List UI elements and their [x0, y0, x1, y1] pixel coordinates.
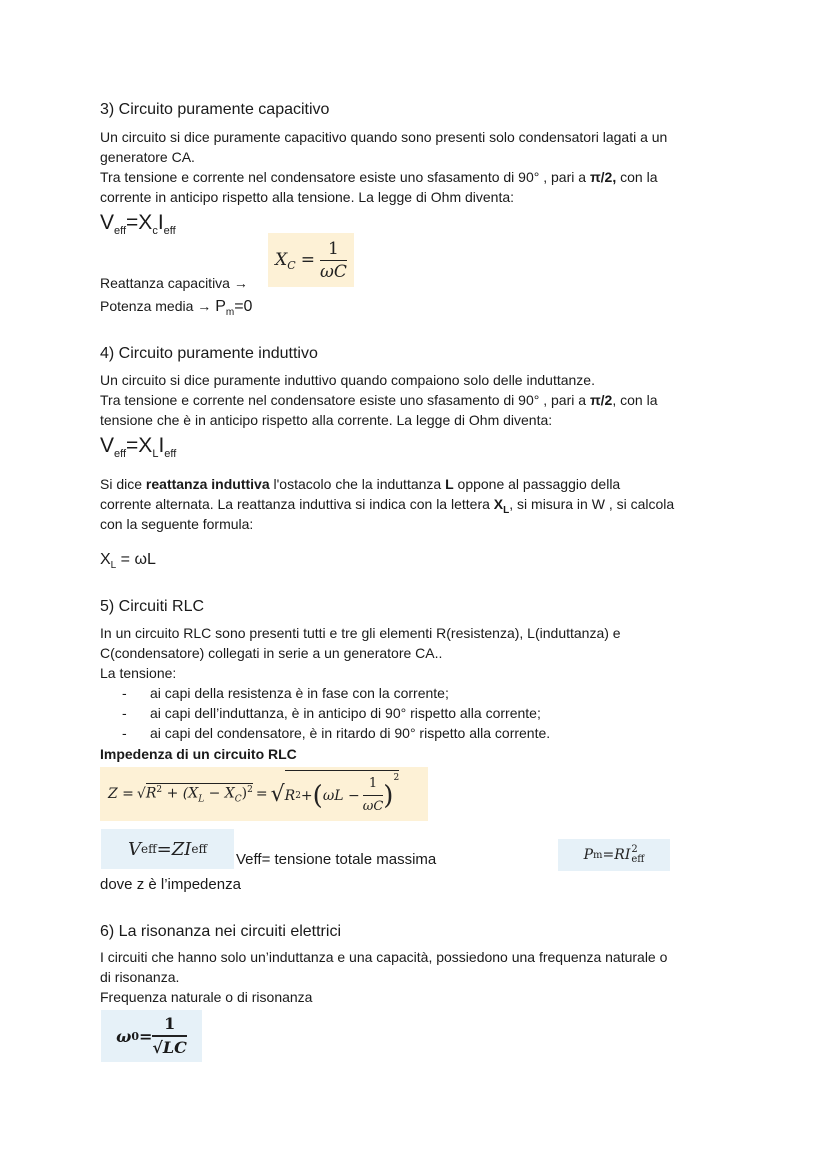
list-item: - ai capi del condensatore, è in ritardo di 90° rispetto alla corrente.: [122, 725, 551, 741]
sec4-ohm-law: $V_{eff}=X_LI_{eff}$: [100, 434, 177, 460]
inductive-reactance-formula: $X_L = \omega L$: [100, 551, 156, 571]
sec3-paragraph-line-3: Tra tensione e corrente nel condensatore esiste uno sfasamento di 90° , pari a π/2, con la: [100, 169, 658, 185]
sec3-paragraph-line-1: Un circuito si dice puramente capacitivo quando sono presenti solo condensatori lagati a un: [100, 129, 668, 145]
sec4-paragraph-line-4: Si dice reattanza induttiva l'ostacolo che la induttanza L oppone al passaggio della: [100, 476, 621, 492]
sec4-paragraph-line-5: corrente alternata. La reattanza induttiva si indica con la lettera $X_L$, si misura in W , si calcola: [100, 496, 675, 516]
sec6-paragraph-line-1: I circuiti che hanno solo un’induttanza e una capacità, possiedono una frequenza naturale o: [100, 949, 668, 965]
sec3-ohm-law: $V_{eff}=X_cI_{eff}$: [100, 211, 176, 237]
sec5-paragraph-line-3: La tensione:: [100, 665, 177, 681]
capacitive-reactance-label: Reattanza capacitiva →: [100, 275, 248, 291]
sec3-paragraph-line-4: corrente in anticipo rispetto alla tensione. La legge di Ohm diventa:: [100, 189, 515, 205]
impedance-title: Impedenza di un circuito RLC: [100, 746, 297, 762]
impedance-note: dove z è l’impedenza: [100, 876, 241, 893]
resonance-frequency-formula: ω 0 = $\frac{1}{√LC}$: [101, 1010, 202, 1062]
list-item: - ai capi della resistenza è in fase con la corrente;: [122, 685, 449, 701]
sec4-paragraph-line-1: Un circuito si dice puramente induttivo quando compaiono solo delle induttanze.: [100, 372, 595, 388]
average-power-line: Potenza media → $P_m=0$: [100, 298, 253, 318]
sec5-paragraph-line-2: C(condensatore) collegati in serie a un generatore CA..: [100, 645, 443, 661]
section-4-title: 4) Circuito puramente induttivo: [100, 345, 318, 362]
sec4-paragraph-line-3: tensione che è in anticipo rispetto alla corrente. La legge di Ohm diventa:: [100, 412, 553, 428]
veff-formula: V eff = Z I eff: [101, 829, 234, 869]
section-5-title: 5) Circuiti RLC: [100, 598, 205, 615]
sec4-paragraph-line-2: Tra tensione e corrente nel condensatore esiste uno sfasamento di 90° , pari a π/2, con la: [100, 392, 658, 408]
capacitive-reactance-formula: X C = $\frac{1}{\omega C}$: [268, 233, 354, 287]
veff-label: Veff= tensione totale massima: [236, 851, 437, 868]
average-power-formula: P m = R I 2 eff: [558, 839, 670, 871]
section-6-title: 6) La risonanza nei circuiti elettrici: [100, 923, 341, 940]
list-item: - ai capi dell’induttanza, è in anticipo di 90° rispetto alla corrente;: [122, 705, 541, 721]
voltage-list: [122, 683, 550, 743]
sec6-paragraph-line-3: Frequenza naturale o di risonanza: [100, 989, 313, 1005]
sec5-paragraph-line-1: In un circuito RLC sono presenti tutti e tre gli elementi R(resistenza), L(induttanza) e: [100, 625, 621, 641]
sec4-paragraph-line-6: con la seguente formula:: [100, 516, 254, 532]
section-3-title: 3) Circuito puramente capacitivo: [100, 101, 330, 118]
impedance-formula: Z = √ $R^2 + (X_L - X_C)^2$ = √ R 2 + ( ωL − $\frac{1}{\omega C}$ ) $^2$: [100, 767, 428, 821]
sec3-paragraph-line-2: generatore CA.: [100, 149, 195, 165]
sec6-paragraph-line-2: di risonanza.: [100, 969, 180, 985]
